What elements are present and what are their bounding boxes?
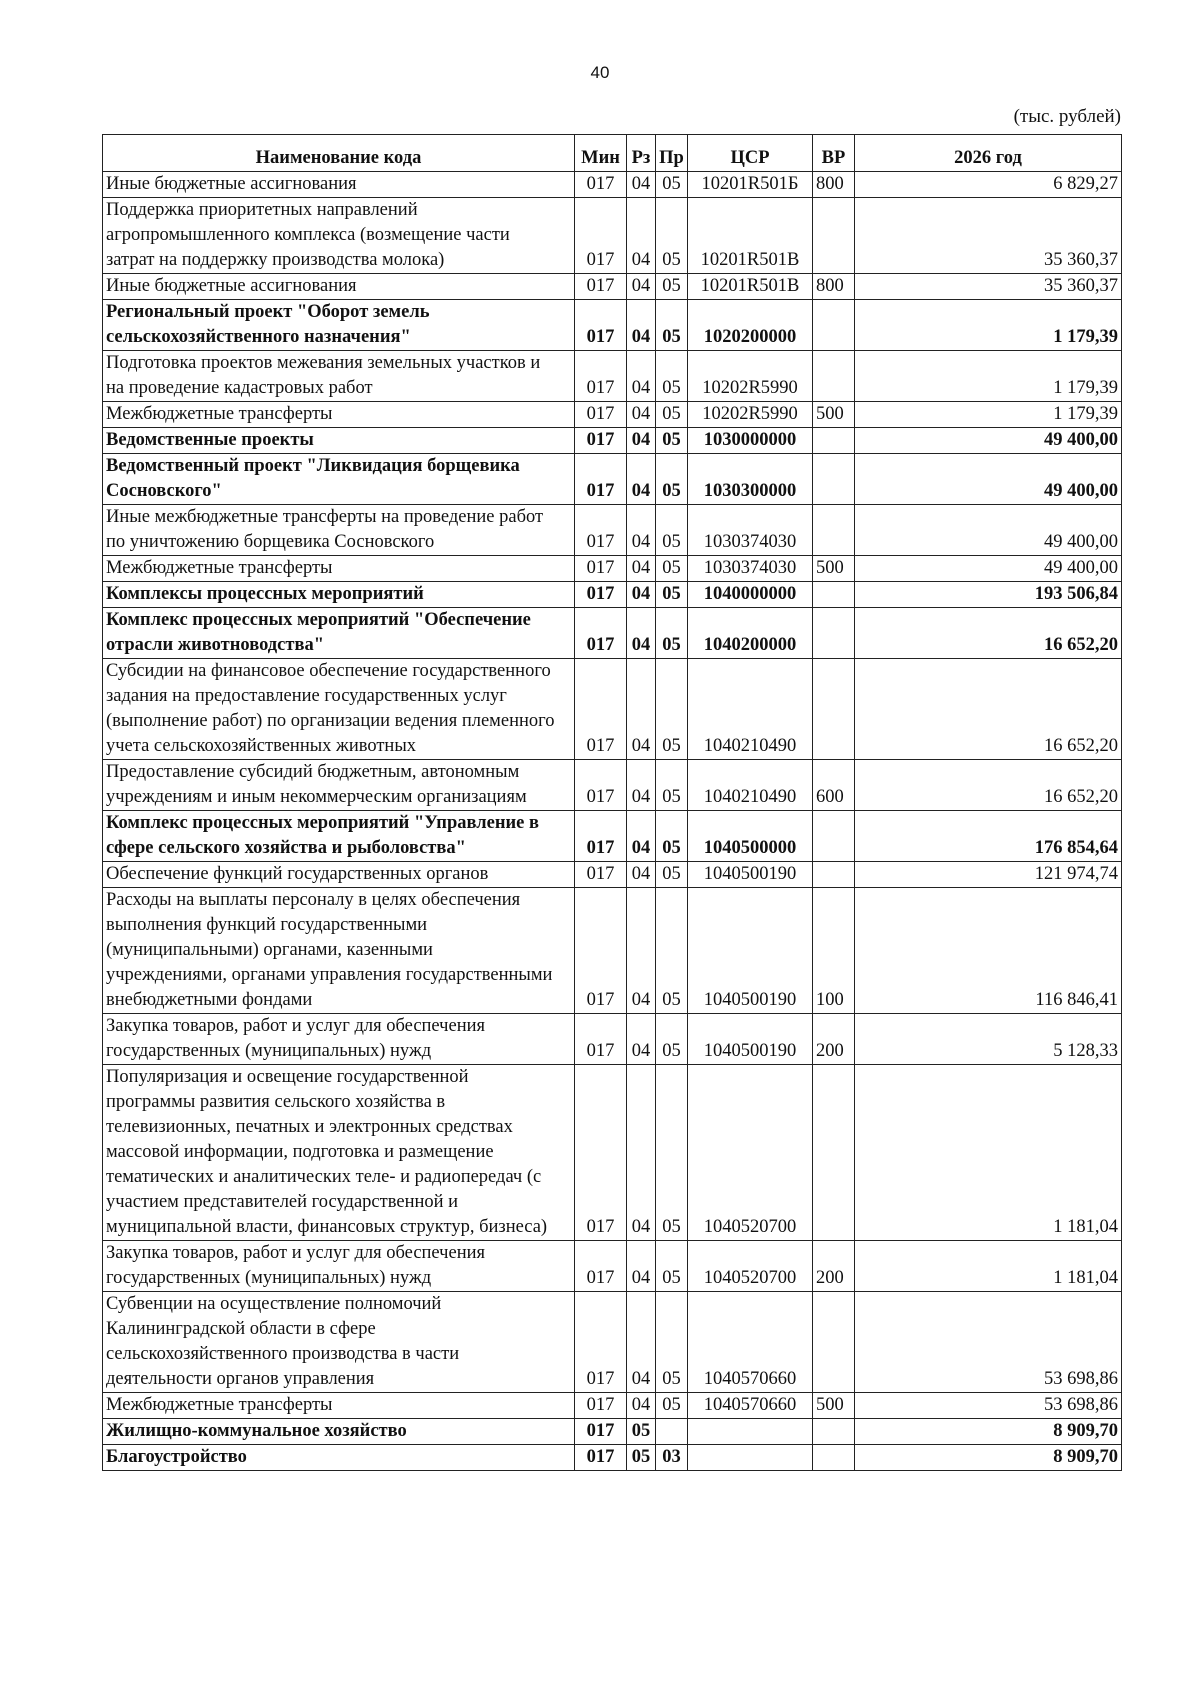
table-row	[103, 608, 1122, 659]
row-pr-cell: 05	[656, 351, 688, 402]
row-amount-cell: 6 829,27	[855, 172, 1122, 198]
row-amount-cell: 1 181,04	[855, 1241, 1122, 1292]
row-rz-cell: 04	[627, 888, 656, 1014]
row-name-line: внебюджетными фондами	[106, 990, 313, 1010]
row-vr-cell: 500	[813, 1393, 855, 1419]
row-vr-cell: 200	[813, 1014, 855, 1065]
row-amount-cell: 8 909,70	[855, 1445, 1122, 1471]
row-csr-cell: 1040570660	[688, 1393, 813, 1419]
row-amount-cell: 53 698,86	[855, 1292, 1122, 1393]
row-min-cell: 017	[575, 198, 627, 274]
row-csr-cell	[688, 1445, 813, 1471]
column-header-min: Мин	[575, 135, 627, 172]
row-pr-cell: 05	[656, 659, 688, 760]
row-rz-cell: 04	[627, 172, 656, 198]
row-amount-cell: 5 128,33	[855, 1014, 1122, 1065]
row-name-line: сельскохозяйственного назначения"	[106, 327, 411, 347]
row-csr-cell: 1040500190	[688, 888, 813, 1014]
row-name-line: Калининградской области в сфере	[106, 1319, 376, 1339]
row-name-line: учреждениями, органами управления государственными	[106, 965, 553, 985]
row-name-line: затрат на поддержку производства молока)	[106, 250, 445, 270]
row-rz-cell: 04	[627, 1393, 656, 1419]
units-note: (тыс. рублей)	[1013, 106, 1121, 127]
table-row	[103, 1014, 1122, 1065]
row-csr-cell: 1040500000	[688, 811, 813, 862]
row-vr-cell	[813, 1419, 855, 1445]
row-pr-cell: 05	[656, 300, 688, 351]
row-name-cell	[103, 402, 575, 428]
row-vr-cell	[813, 1445, 855, 1471]
row-name-line: телевизионных, печатных и электронных средствах	[106, 1117, 513, 1137]
row-pr-cell: 05	[656, 1065, 688, 1241]
row-pr-cell: 05	[656, 1393, 688, 1419]
row-pr-cell: 05	[656, 402, 688, 428]
row-amount-cell: 16 652,20	[855, 608, 1122, 659]
table-row	[103, 274, 1122, 300]
row-name-cell	[103, 1419, 575, 1445]
row-amount-cell: 35 360,37	[855, 274, 1122, 300]
table-row	[103, 1065, 1122, 1241]
row-amount-cell: 49 400,00	[855, 428, 1122, 454]
row-name-cell	[103, 659, 575, 760]
row-name-line: Иные бюджетные ассигнования	[106, 276, 357, 296]
row-rz-cell: 05	[627, 1445, 656, 1471]
row-vr-cell	[813, 608, 855, 659]
row-name-line: учета сельскохозяйственных животных	[106, 736, 416, 756]
row-vr-cell: 800	[813, 172, 855, 198]
row-min-cell: 017	[575, 1292, 627, 1393]
row-vr-cell	[813, 505, 855, 556]
row-csr-cell	[688, 1419, 813, 1445]
row-name-line: агропромышленного комплекса (возмещение части	[106, 225, 510, 245]
table-row	[103, 556, 1122, 582]
row-pr-cell: 05	[656, 608, 688, 659]
row-rz-cell: 04	[627, 556, 656, 582]
row-csr-cell: 10201R501В	[688, 198, 813, 274]
row-pr-cell: 05	[656, 582, 688, 608]
row-name-line: Комплекс процессных мероприятий "Обеспечение	[106, 610, 531, 630]
table-row	[103, 505, 1122, 556]
row-rz-cell: 04	[627, 659, 656, 760]
table-row	[103, 454, 1122, 505]
table-row	[103, 428, 1122, 454]
row-amount-cell: 121 974,74	[855, 862, 1122, 888]
table-row	[103, 888, 1122, 1014]
row-pr-cell: 05	[656, 811, 688, 862]
row-name-cell	[103, 172, 575, 198]
row-name-line: Популяризация и освещение государственной	[106, 1067, 469, 1087]
row-name-line: участием представителей государственной и	[106, 1192, 459, 1212]
row-amount-cell: 53 698,86	[855, 1393, 1122, 1419]
row-min-cell: 017	[575, 582, 627, 608]
row-csr-cell: 10201R501В	[688, 274, 813, 300]
row-pr-cell: 05	[656, 1241, 688, 1292]
row-name-line: Ведомственные проекты	[106, 430, 314, 450]
row-name-line: Комплекс процессных мероприятий "Управление в	[106, 813, 539, 833]
row-name-cell	[103, 198, 575, 274]
row-name-cell	[103, 351, 575, 402]
column-header-pr: Пр	[656, 135, 688, 172]
column-header-rz: Рз	[627, 135, 656, 172]
row-name-line: Иные межбюджетные трансферты на проведение работ	[106, 507, 544, 527]
row-min-cell: 017	[575, 300, 627, 351]
row-name-cell	[103, 760, 575, 811]
row-rz-cell: 04	[627, 428, 656, 454]
row-min-cell: 017	[575, 862, 627, 888]
column-header-name: Наименование кода	[103, 135, 575, 172]
row-name-cell	[103, 300, 575, 351]
row-name-cell	[103, 1065, 575, 1241]
row-pr-cell: 05	[656, 556, 688, 582]
row-rz-cell: 04	[627, 402, 656, 428]
table-header-row	[103, 135, 1122, 172]
row-amount-cell: 16 652,20	[855, 659, 1122, 760]
budget-table	[102, 134, 1122, 1471]
row-min-cell: 017	[575, 811, 627, 862]
row-csr-cell: 1040520700	[688, 1065, 813, 1241]
row-name-line: по уничтожению борщевика Сосновского	[106, 532, 435, 552]
table-row	[103, 811, 1122, 862]
row-amount-cell: 193 506,84	[855, 582, 1122, 608]
row-csr-cell: 10202R5990	[688, 402, 813, 428]
row-csr-cell: 10201R501Б	[688, 172, 813, 198]
row-min-cell: 017	[575, 760, 627, 811]
row-pr-cell: 05	[656, 888, 688, 1014]
row-csr-cell: 10202R5990	[688, 351, 813, 402]
row-name-line: задания на предоставление государственных услуг	[106, 686, 507, 706]
table-body	[103, 172, 1122, 1471]
row-rz-cell: 04	[627, 454, 656, 505]
row-name-line: Комплексы процессных мероприятий	[106, 584, 424, 604]
row-vr-cell	[813, 1065, 855, 1241]
row-vr-cell: 500	[813, 402, 855, 428]
row-vr-cell	[813, 428, 855, 454]
row-name-cell	[103, 556, 575, 582]
row-min-cell: 017	[575, 505, 627, 556]
row-min-cell: 017	[575, 274, 627, 300]
row-csr-cell: 1020200000	[688, 300, 813, 351]
row-csr-cell: 1040570660	[688, 1292, 813, 1393]
row-rz-cell: 04	[627, 1065, 656, 1241]
row-rz-cell: 05	[627, 1419, 656, 1445]
row-amount-cell: 1 179,39	[855, 402, 1122, 428]
row-name-line: Жилищно-коммунальное хозяйство	[106, 1421, 407, 1441]
row-name-line: Межбюджетные трансферты	[106, 404, 333, 424]
row-min-cell: 017	[575, 1241, 627, 1292]
row-rz-cell: 04	[627, 198, 656, 274]
row-name-line: Закупка товаров, работ и услуг для обеспечения	[106, 1016, 486, 1036]
row-rz-cell: 04	[627, 862, 656, 888]
row-name-line: Межбюджетные трансферты	[106, 1395, 333, 1415]
row-name-cell	[103, 428, 575, 454]
row-csr-cell: 1030374030	[688, 556, 813, 582]
row-pr-cell: 05	[656, 1014, 688, 1065]
row-csr-cell: 1040210490	[688, 760, 813, 811]
row-name-line: Предоставление субсидий бюджетным, автономным	[106, 762, 520, 782]
row-name-cell	[103, 505, 575, 556]
row-min-cell: 017	[575, 556, 627, 582]
row-name-line: отрасли животноводства"	[106, 635, 324, 655]
table-row	[103, 1241, 1122, 1292]
row-vr-cell: 100	[813, 888, 855, 1014]
row-rz-cell: 04	[627, 1241, 656, 1292]
row-min-cell: 017	[575, 351, 627, 402]
row-min-cell: 017	[575, 402, 627, 428]
row-rz-cell: 04	[627, 582, 656, 608]
row-amount-cell: 1 181,04	[855, 1065, 1122, 1241]
row-amount-cell: 116 846,41	[855, 888, 1122, 1014]
row-name-line: Расходы на выплаты персоналу в целях обеспечения	[106, 890, 521, 910]
row-min-cell: 017	[575, 608, 627, 659]
row-csr-cell: 1040520700	[688, 1241, 813, 1292]
row-name-cell	[103, 608, 575, 659]
table-row	[103, 351, 1122, 402]
row-amount-cell: 8 909,70	[855, 1419, 1122, 1445]
row-csr-cell: 1040500190	[688, 1014, 813, 1065]
row-name-line: Субвенции на осуществление полномочий	[106, 1294, 442, 1314]
row-csr-cell: 1030300000	[688, 454, 813, 505]
row-name-line: программы развития сельского хозяйства в	[106, 1092, 446, 1112]
row-name-line: учреждениям и иным некоммерческим организациям	[106, 787, 527, 807]
row-name-cell	[103, 862, 575, 888]
row-name-line: Подготовка проектов межевания земельных участков и	[106, 353, 541, 373]
row-name-cell	[103, 811, 575, 862]
row-name-line: Закупка товаров, работ и услуг для обеспечения	[106, 1243, 486, 1263]
table-row	[103, 172, 1122, 198]
row-pr-cell: 05	[656, 1292, 688, 1393]
row-min-cell: 017	[575, 1393, 627, 1419]
row-name-line: Обеспечение функций государственных органов	[106, 864, 489, 884]
table-row	[103, 1445, 1122, 1471]
row-min-cell: 017	[575, 172, 627, 198]
row-vr-cell	[813, 454, 855, 505]
row-vr-cell	[813, 659, 855, 760]
row-vr-cell: 600	[813, 760, 855, 811]
page-number: 40	[590, 63, 610, 82]
row-pr-cell: 05	[656, 198, 688, 274]
row-name-line: тематических и аналитических теле- и радиопередач (с	[106, 1167, 542, 1187]
row-vr-cell	[813, 198, 855, 274]
row-rz-cell: 04	[627, 1292, 656, 1393]
row-name-line: Иные бюджетные ассигнования	[106, 174, 357, 194]
row-name-line: Ведомственный проект "Ликвидация борщевика	[106, 456, 520, 476]
row-pr-cell	[656, 1419, 688, 1445]
row-name-line: (выполнение работ) по организации ведения племенного	[106, 711, 555, 731]
row-amount-cell: 1 179,39	[855, 300, 1122, 351]
table-row	[103, 198, 1122, 274]
row-vr-cell: 800	[813, 274, 855, 300]
row-name-line: сельскохозяйственного производства в части	[106, 1344, 460, 1364]
row-rz-cell: 04	[627, 505, 656, 556]
row-name-line: деятельности органов управления	[106, 1369, 375, 1389]
row-min-cell: 017	[575, 1065, 627, 1241]
row-pr-cell: 05	[656, 428, 688, 454]
row-min-cell: 017	[575, 1014, 627, 1065]
row-name-cell	[103, 888, 575, 1014]
row-pr-cell: 05	[656, 760, 688, 811]
row-name-line: массовой информации, подготовка и размещение	[106, 1142, 494, 1162]
row-min-cell: 017	[575, 659, 627, 760]
row-name-line: Благоустройство	[106, 1447, 247, 1467]
row-rz-cell: 04	[627, 608, 656, 659]
row-amount-cell: 35 360,37	[855, 198, 1122, 274]
row-name-line: выполнения функций государственными	[106, 915, 428, 935]
row-name-line: Межбюджетные трансферты	[106, 558, 333, 578]
row-rz-cell: 04	[627, 300, 656, 351]
row-csr-cell: 1040210490	[688, 659, 813, 760]
row-pr-cell: 05	[656, 505, 688, 556]
row-vr-cell	[813, 862, 855, 888]
row-pr-cell: 05	[656, 172, 688, 198]
table-row	[103, 1393, 1122, 1419]
row-vr-cell	[813, 300, 855, 351]
row-vr-cell	[813, 351, 855, 402]
table-row	[103, 1419, 1122, 1445]
row-name-line: Субсидии на финансовое обеспечение государственного	[106, 661, 551, 681]
row-min-cell: 017	[575, 1445, 627, 1471]
row-amount-cell: 1 179,39	[855, 351, 1122, 402]
row-rz-cell: 04	[627, 274, 656, 300]
column-header-csr: ЦСР	[688, 135, 813, 172]
row-rz-cell: 04	[627, 760, 656, 811]
row-name-cell	[103, 1445, 575, 1471]
row-min-cell: 017	[575, 428, 627, 454]
table-row	[103, 659, 1122, 760]
table-row	[103, 402, 1122, 428]
row-rz-cell: 04	[627, 1014, 656, 1065]
row-rz-cell: 04	[627, 811, 656, 862]
row-name-cell	[103, 1292, 575, 1393]
row-rz-cell: 04	[627, 351, 656, 402]
row-csr-cell: 1040200000	[688, 608, 813, 659]
table-row	[103, 1292, 1122, 1393]
row-amount-cell: 176 854,64	[855, 811, 1122, 862]
row-amount-cell: 49 400,00	[855, 454, 1122, 505]
row-csr-cell: 1030000000	[688, 428, 813, 454]
row-name-cell	[103, 454, 575, 505]
row-vr-cell: 200	[813, 1241, 855, 1292]
row-name-cell	[103, 1393, 575, 1419]
row-min-cell: 017	[575, 1419, 627, 1445]
row-min-cell: 017	[575, 454, 627, 505]
table-row	[103, 582, 1122, 608]
row-amount-cell: 49 400,00	[855, 556, 1122, 582]
column-header-year: 2026 год	[855, 135, 1122, 172]
row-name-line: Региональный проект "Оборот земель	[106, 302, 430, 322]
row-name-line: Поддержка приоритетных направлений	[106, 200, 418, 220]
row-pr-cell: 05	[656, 274, 688, 300]
row-pr-cell: 05	[656, 454, 688, 505]
table-row	[103, 760, 1122, 811]
row-csr-cell: 1030374030	[688, 505, 813, 556]
row-name-cell	[103, 274, 575, 300]
row-name-cell	[103, 582, 575, 608]
row-amount-cell: 16 652,20	[855, 760, 1122, 811]
row-vr-cell	[813, 1292, 855, 1393]
row-csr-cell: 1040500190	[688, 862, 813, 888]
row-pr-cell: 05	[656, 862, 688, 888]
column-header-vr: ВР	[813, 135, 855, 172]
table-row	[103, 862, 1122, 888]
row-name-cell	[103, 1014, 575, 1065]
row-name-line: государственных (муниципальных) нужд	[106, 1041, 432, 1061]
row-name-line: сфере сельского хозяйства и рыболовства"	[106, 838, 466, 858]
row-name-cell	[103, 1241, 575, 1292]
row-name-line: государственных (муниципальных) нужд	[106, 1268, 432, 1288]
row-min-cell: 017	[575, 888, 627, 1014]
row-amount-cell: 49 400,00	[855, 505, 1122, 556]
row-vr-cell	[813, 811, 855, 862]
row-pr-cell: 03	[656, 1445, 688, 1471]
row-csr-cell: 1040000000	[688, 582, 813, 608]
row-vr-cell: 500	[813, 556, 855, 582]
row-name-line: (муниципальными) органами, казенными	[106, 940, 433, 960]
row-name-line: на проведение кадастровых работ	[106, 378, 373, 398]
row-vr-cell	[813, 582, 855, 608]
table-row	[103, 300, 1122, 351]
row-name-line: муниципальной власти, финансовых структур, бизнеса)	[106, 1217, 548, 1237]
row-name-line: Сосновского"	[106, 481, 222, 501]
